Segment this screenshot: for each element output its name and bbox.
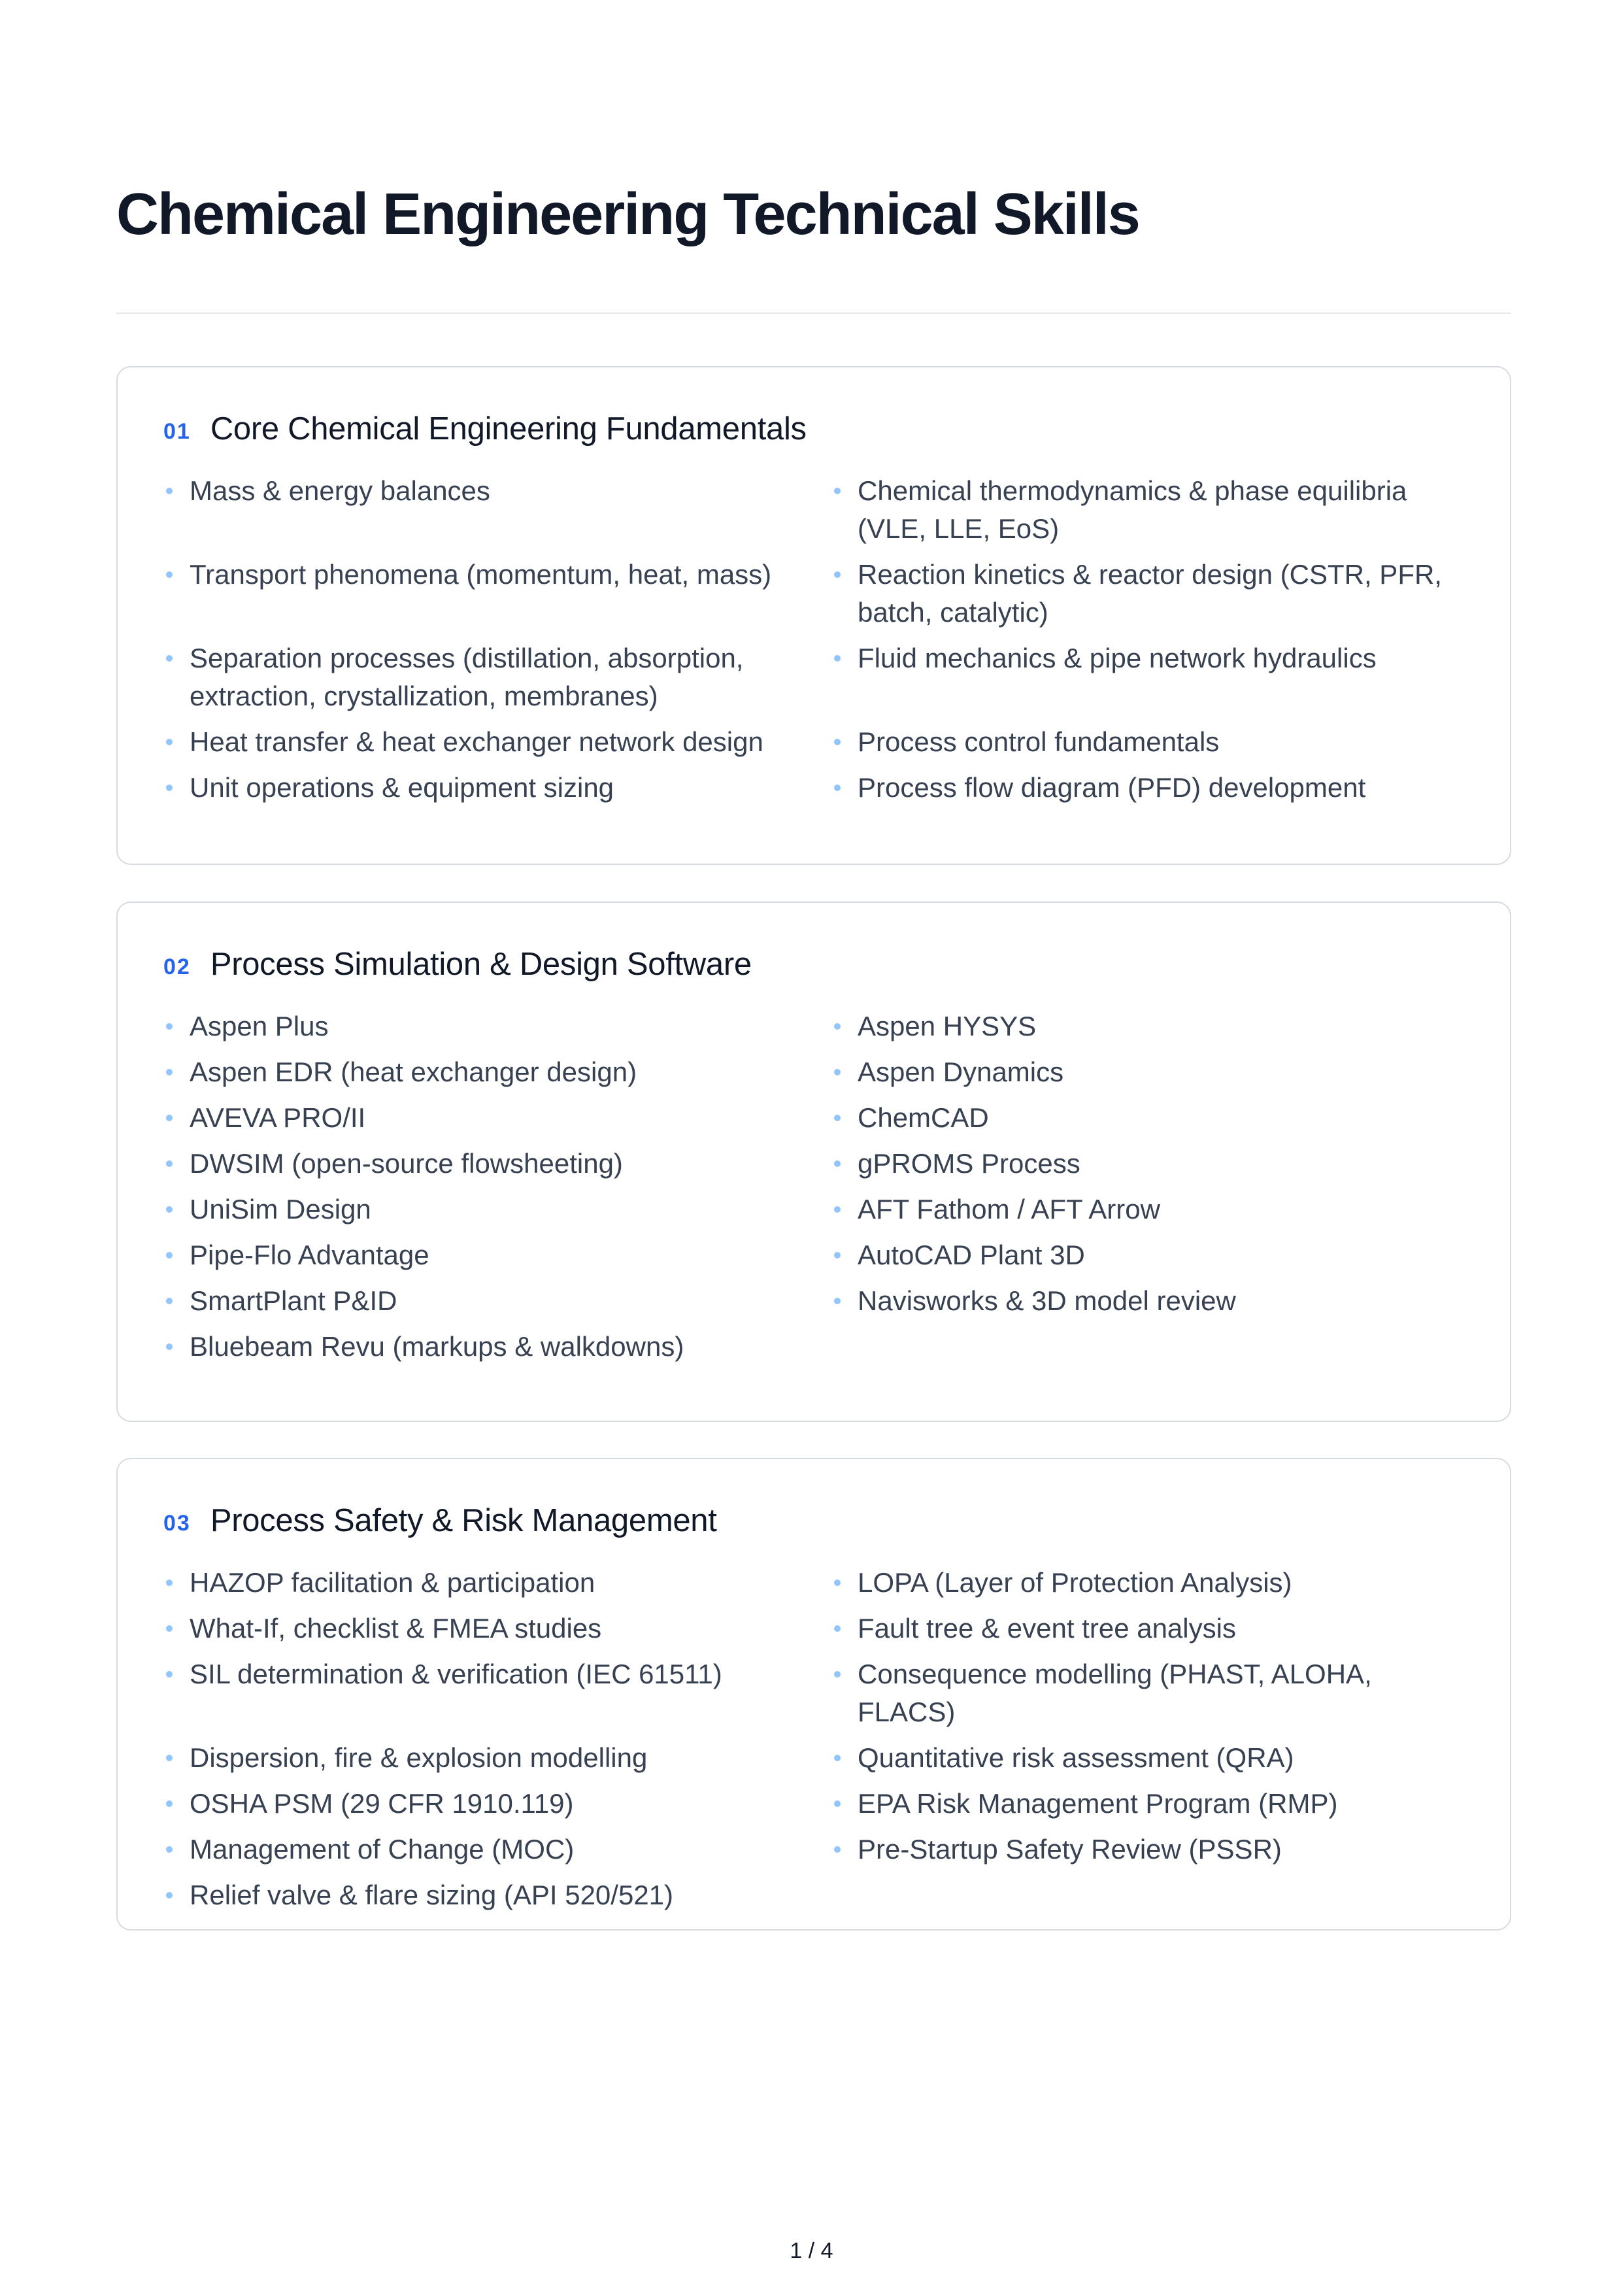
bullet-icon (166, 1755, 173, 1761)
skill-label: SIL determination & verification (IEC 61511) (190, 1659, 722, 1689)
bullet-icon (834, 1625, 841, 1632)
skill-item (831, 556, 1464, 639)
skill-item (163, 472, 831, 556)
skill-item (163, 1145, 831, 1190)
skills-grid (163, 1564, 1464, 1922)
skill-item (163, 1007, 831, 1053)
skill-item (163, 1328, 831, 1374)
skill-label: Relief valve & flare sizing (API 520/521) (190, 1880, 674, 1910)
skill-item (163, 1610, 831, 1655)
skill-label: AutoCAD Plant 3D (858, 1240, 1085, 1270)
skill-item (831, 1655, 1464, 1739)
skill-item (831, 1145, 1464, 1190)
skill-label: Process flow diagram (PFD) development (858, 772, 1366, 803)
skill-label: AVEVA PRO/II (190, 1102, 366, 1133)
section-number: 02 (163, 954, 191, 979)
skill-item (831, 1785, 1464, 1831)
bullet-icon (166, 1069, 173, 1075)
skill-label: Consequence modelling (PHAST, ALOHA, FLACS) (858, 1659, 1372, 1727)
bullet-icon (834, 1800, 841, 1807)
bullet-icon (834, 488, 841, 494)
skill-label: Bluebeam Revu (markups & walkdowns) (190, 1331, 684, 1362)
bullet-icon (834, 1069, 841, 1075)
skill-label: Heat transfer & heat exchanger network design (190, 726, 763, 757)
skill-label: Aspen Dynamics (858, 1056, 1064, 1087)
bullet-icon (834, 1023, 841, 1030)
section-number: 01 (163, 418, 191, 444)
skill-item (831, 1831, 1464, 1876)
section-title: Process Safety & Risk Management (210, 1503, 717, 1538)
section-header (163, 1497, 717, 1544)
skill-label: AFT Fathom / AFT Arrow (858, 1194, 1160, 1224)
skill-item (831, 639, 1464, 723)
skill-item (163, 1564, 831, 1610)
skill-item (831, 723, 1464, 769)
skill-item (163, 1655, 831, 1739)
skill-label: DWSIM (open-source flowsheeting) (190, 1148, 623, 1179)
section-header (163, 941, 752, 988)
bullet-icon (166, 1892, 173, 1899)
empty-cell (831, 1328, 1464, 1374)
skill-label: HAZOP facilitation & participation (190, 1567, 595, 1598)
bullet-icon (166, 1115, 173, 1121)
skill-label: Mass & energy balances (190, 475, 490, 506)
skill-label: Transport phenomena (momentum, heat, mass) (190, 559, 772, 590)
skill-label: Navisworks & 3D model review (858, 1285, 1236, 1316)
section-number: 03 (163, 1510, 191, 1536)
skill-item (163, 1099, 831, 1145)
bullet-icon (166, 1800, 173, 1807)
skill-label: gPROMS Process (858, 1148, 1080, 1179)
bullet-icon (834, 785, 841, 791)
bullet-icon (166, 1579, 173, 1586)
bullet-icon (166, 655, 173, 662)
skill-item (831, 1282, 1464, 1328)
bullet-icon (166, 1298, 173, 1304)
skill-label: Pre-Startup Safety Review (PSSR) (858, 1834, 1282, 1865)
skill-item (831, 1053, 1464, 1099)
empty-cell (831, 1876, 1464, 1922)
skill-label: SmartPlant P&ID (190, 1285, 397, 1316)
section-title: Core Chemical Engineering Fundamentals (210, 411, 807, 447)
skill-item (163, 1053, 831, 1099)
bullet-icon (834, 1671, 841, 1678)
bullet-icon (166, 1846, 173, 1853)
section-header (163, 405, 807, 452)
skill-label: Aspen HYSYS (858, 1011, 1037, 1041)
bullet-icon (166, 1343, 173, 1350)
bullet-icon (834, 739, 841, 745)
skill-item (163, 639, 831, 723)
bullet-icon (166, 785, 173, 791)
skill-label: UniSim Design (190, 1194, 371, 1224)
skill-label: ChemCAD (858, 1102, 989, 1133)
skill-label: Fault tree & event tree analysis (858, 1613, 1236, 1644)
skill-label: Reaction kinetics & reactor design (CSTR, PFR, batch, catalytic) (858, 559, 1442, 628)
bullet-icon (834, 1755, 841, 1761)
skill-label: Aspen EDR (heat exchanger design) (190, 1056, 637, 1087)
skill-label: Chemical thermodynamics & phase equilibria (VLE, LLE, EoS) (858, 475, 1407, 544)
section-title: Process Simulation & Design Software (210, 947, 752, 982)
bullet-icon (834, 1846, 841, 1853)
skill-item (831, 1739, 1464, 1785)
skill-item (831, 1190, 1464, 1236)
skill-item (163, 556, 831, 639)
bullet-icon (166, 1160, 173, 1167)
skill-label: Quantitative risk assessment (QRA) (858, 1742, 1294, 1773)
bullet-icon (166, 1206, 173, 1213)
section-card-process-safety (116, 1458, 1511, 1931)
skills-grid (163, 472, 1464, 815)
skill-item (831, 1564, 1464, 1610)
bullet-icon (166, 488, 173, 494)
skill-label: Dispersion, fire & explosion modelling (190, 1742, 648, 1773)
skill-item (163, 1282, 831, 1328)
skill-item (163, 1739, 831, 1785)
skill-label: Management of Change (MOC) (190, 1834, 575, 1865)
bullet-icon (834, 1579, 841, 1586)
skill-item (163, 1190, 831, 1236)
bullet-icon (166, 1671, 173, 1678)
page-indicator: 1 / 4 (790, 2238, 833, 2263)
skill-label: Separation processes (distillation, absorption, extraction, crystallization, membranes) (190, 643, 744, 711)
section-card-core-fundamentals (116, 366, 1511, 865)
bullet-icon (166, 1625, 173, 1632)
skills-grid (163, 1007, 1464, 1374)
bullet-icon (166, 1252, 173, 1258)
skill-item (163, 1785, 831, 1831)
skill-item (163, 723, 831, 769)
skill-label: Process control fundamentals (858, 726, 1220, 757)
skill-item (831, 769, 1464, 815)
bullet-icon (834, 1298, 841, 1304)
skill-label: Fluid mechanics & pipe network hydraulics (858, 643, 1377, 673)
skill-label: EPA Risk Management Program (RMP) (858, 1788, 1338, 1819)
skill-item (163, 769, 831, 815)
skill-label: What-If, checklist & FMEA studies (190, 1613, 602, 1644)
bullet-icon (834, 655, 841, 662)
bullet-icon (834, 571, 841, 578)
skill-item (831, 1007, 1464, 1053)
skill-item (831, 1610, 1464, 1655)
bullet-icon (834, 1206, 841, 1213)
bullet-icon (834, 1160, 841, 1167)
skill-item (163, 1876, 831, 1922)
section-card-simulation-software (116, 902, 1511, 1422)
skill-item (831, 1099, 1464, 1145)
bullet-icon (166, 571, 173, 578)
page-title: Chemical Engineering Technical Skills (116, 182, 1139, 247)
skill-label: OSHA PSM (29 CFR 1910.119) (190, 1788, 574, 1819)
skill-item (163, 1831, 831, 1876)
bullet-icon (834, 1252, 841, 1258)
bullet-icon (834, 1115, 841, 1121)
skill-label: Aspen Plus (190, 1011, 329, 1041)
skill-item (831, 1236, 1464, 1282)
title-divider (116, 312, 1511, 314)
skill-label: Pipe-Flo Advantage (190, 1240, 429, 1270)
skill-label: LOPA (Layer of Protection Analysis) (858, 1567, 1292, 1598)
skill-item (831, 472, 1464, 556)
bullet-icon (166, 739, 173, 745)
skill-item (163, 1236, 831, 1282)
bullet-icon (166, 1023, 173, 1030)
skill-label: Unit operations & equipment sizing (190, 772, 614, 803)
